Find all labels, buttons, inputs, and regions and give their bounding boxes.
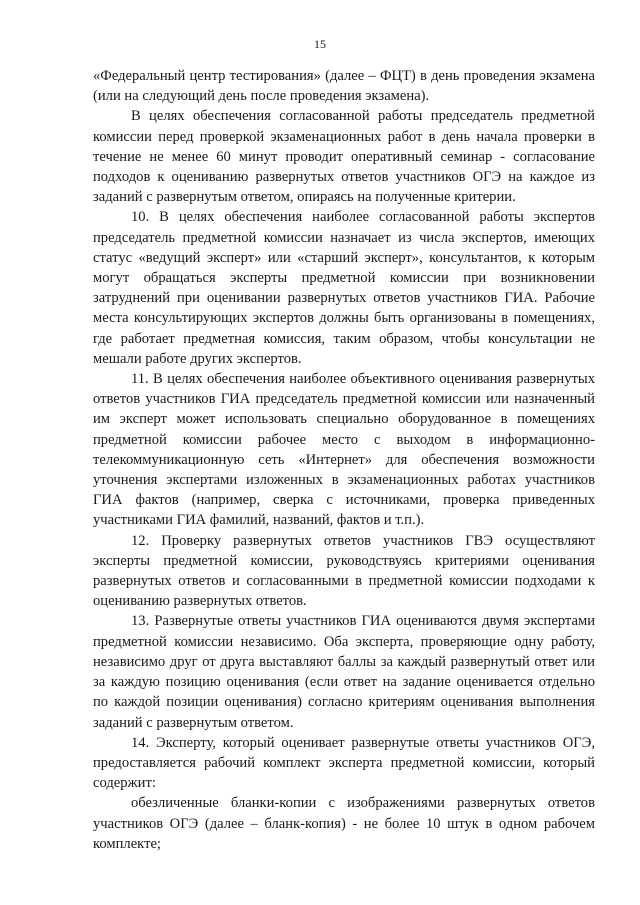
paragraph-item-14: 14. Эксперту, который оценивает развернутые ответы участников ОГЭ, предоставляется рабочий комплект эксперта предметной комиссии, который содержит: [93, 734, 595, 792]
paragraph-item-11: 11. В целях обеспечения наиболее объективного оценивания развернутых ответов участников ГИА председатель предметной комиссии или назначенный им эксперт может использовать специально оборудованное в помещениях предметной комиссии рабочее место с выходом в информационно-телекоммуникационную сеть «Интернет» для обеспечения возможности уточнения экспертами изложенных в экзаменационных работах участников ГИА фактов (например, сверка с источниками, проверка приведенных участниками ГИА фамилий, названий, фактов и т.п.). [93, 371, 595, 529]
paragraph-item-10: 10. В целях обеспечения наиболее согласованной работы экспертов председатель предметной комиссии назначает из числа экспертов, имеющих статус «ведущий эксперт» или «старший эксперт», консультантов, к которым могут обращаться эксперты предметной комиссии при возникновении затруднений при оценивании развернутых ответов участников ГИА. Рабочие места консультирующих экспертов должны быть организованы в помещениях, где работает предметная комиссия, таким образом, чтобы консультации не мешали работе других экспертов. [93, 209, 595, 367]
page-number: 15 [314, 37, 326, 51]
paragraph-blank-copies: обезличенные бланки-копии с изображениями развернутых ответов участников ОГЭ (далее – бланк-копия) - не более 10 штук в одном рабочем комплекте; [93, 795, 595, 852]
paragraph-item-12: 12. Проверку развернутых ответов участников ГВЭ осуществляют эксперты предметной комиссии, руководствуясь критериями оценивания развернутых ответов и согласованными в предметной комиссии подходами к оцениванию развернутых ответов. [93, 532, 595, 610]
paragraph-item-13: 13. Развернутые ответы участников ГИА оцениваются двумя экспертами предметной комиссии независимо. Оба эксперта, проверяющие одну работу, независимо друг от друга выставляют баллы за каждый развернутый ответ или за каждую позицию оценивания (если ответ на задание оценивается отдельно по каждой позиции оценивания) согласно критериям оценивания выполнения заданий с развернутым ответом. [93, 613, 595, 731]
paragraph-continuation: «Федеральный центр тестирования» (далее – ФЦТ) в день проведения экзамена (или на следующий день после проведения экзамена). [93, 68, 595, 105]
paragraph-seminar: В целях обеспечения согласованной работы председатель предметной комиссии перед проверкой экзаменационных работ в день начала проверки в течение не менее 60 минут проводит оперативный семинар - согласование подходов к оцениванию развернутых ответов участников ОГЭ на каждое из заданий с развернутым ответом, опираясь на полученные критерии. [93, 108, 595, 206]
document-body [93, 66, 595, 854]
